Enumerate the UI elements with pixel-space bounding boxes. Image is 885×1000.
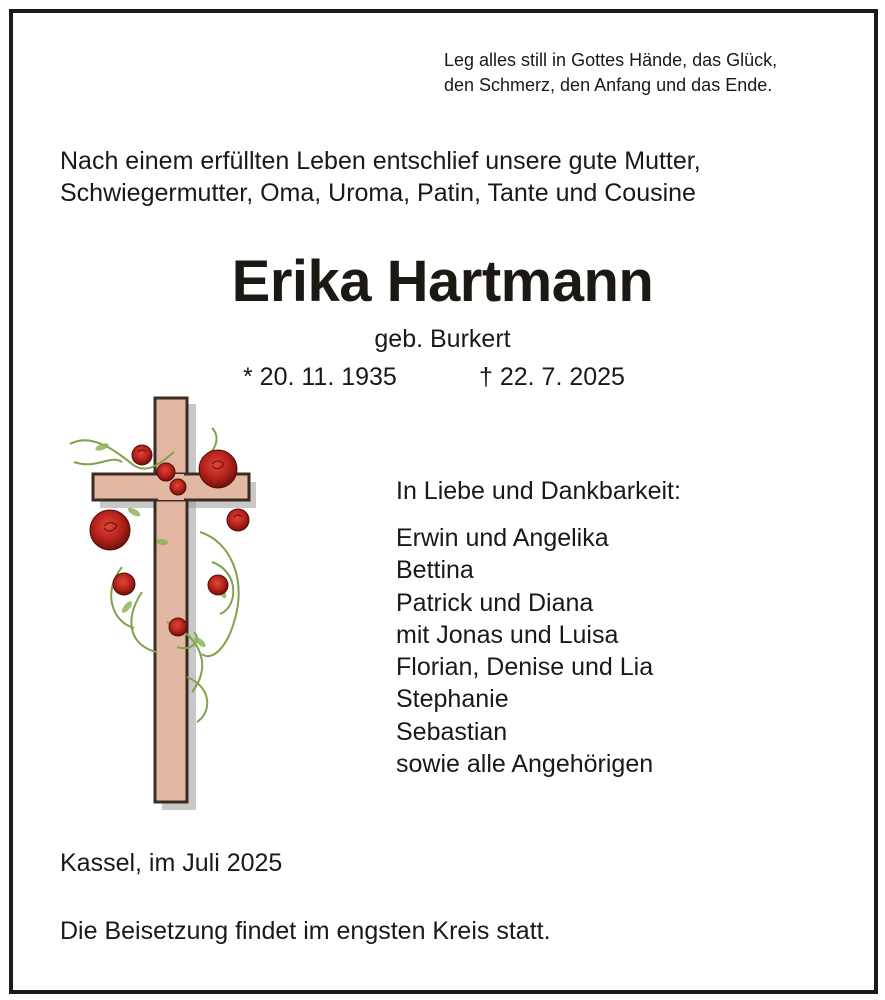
- intro-line-1: Nach einem erfüllten Leben entschlief unsere gute Mutter,: [60, 147, 701, 175]
- verse: [444, 48, 777, 98]
- cross-with-roses-icon: [62, 392, 262, 812]
- thanks-heading: In Liebe und Dankbarkeit:: [396, 477, 681, 505]
- verse-line-1: Leg alles still in Gottes Hände, das Glück,: [444, 50, 778, 70]
- list-item: Stephanie: [396, 685, 509, 714]
- mourners-list: [396, 522, 653, 780]
- intro-line-2: Schwiegermutter, Oma, Uroma, Patin, Tante und Cousine: [60, 179, 696, 207]
- list-item: Erwin und Angelika: [396, 524, 609, 552]
- list-item: Patrick und Diana: [396, 588, 594, 617]
- death-date: † 22. 7. 2025: [479, 363, 625, 391]
- list-item: mit Jonas und Luisa: [396, 620, 619, 649]
- verse-line-2: den Schmerz, den Anfang und das Ende.: [444, 75, 773, 95]
- birth-date: * 20. 11. 1935: [243, 363, 397, 391]
- place-and-date: Kassel, im Juli 2025: [60, 849, 283, 877]
- list-item: Sebastian: [396, 717, 508, 746]
- list-item: sowie alle Angehörigen: [396, 750, 654, 779]
- list-item: Florian, Denise und Lia: [396, 653, 654, 682]
- deceased-name: Erika Hartmann: [231, 249, 654, 314]
- burial-note: Die Beisetzung findet im engsten Kreis statt.: [60, 917, 551, 945]
- maiden-name: geb. Burkert: [374, 325, 511, 353]
- intro-text: [60, 145, 701, 209]
- list-item: Bettina: [396, 556, 474, 585]
